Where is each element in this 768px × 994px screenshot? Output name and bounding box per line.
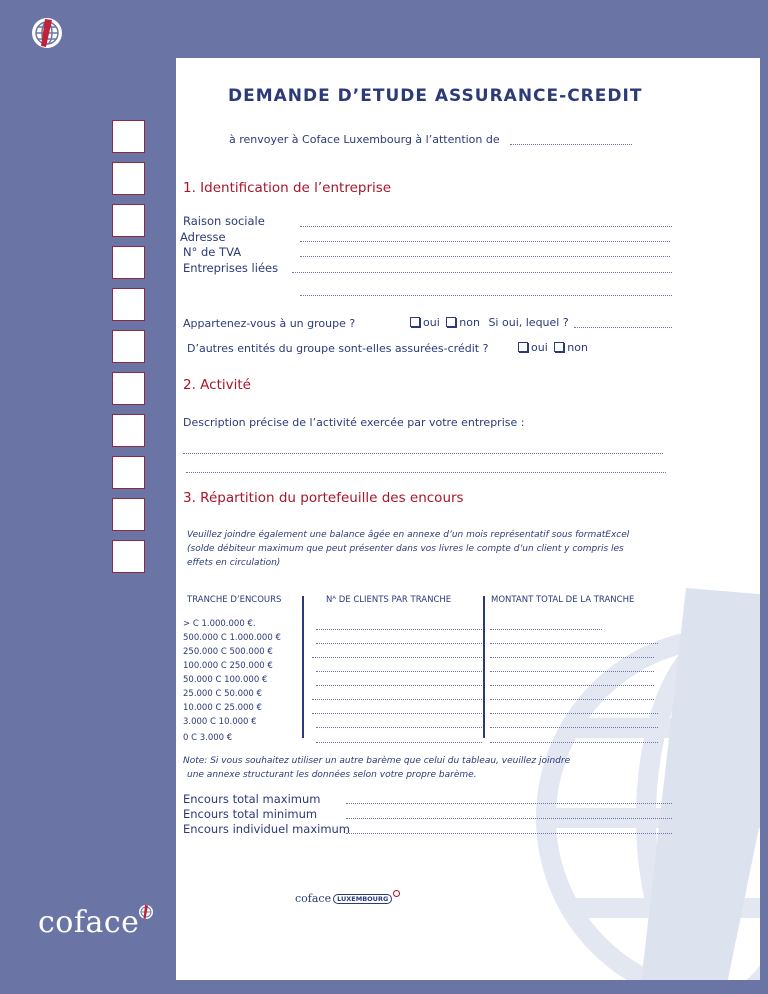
adresse-field[interactable] [300,241,670,242]
montant-field[interactable] [490,657,654,658]
luxembourg-badge: LUXEMBOURG [333,894,392,904]
clients-count-field[interactable] [312,699,482,700]
form-paper [176,58,760,980]
clients-count-field[interactable] [316,643,482,644]
margin-box [112,204,145,237]
encours-total-max-label: Encours total maximum [183,792,321,806]
question-entites: D’autres entités du groupe sont-elles assurées-crédit ? [187,342,489,355]
globe-mini-icon [138,904,154,920]
margin-box [112,246,145,279]
clients-count-field[interactable] [316,629,482,630]
margin-box [112,120,145,153]
tranche-row-label: > C 1.000.000 €. [183,619,256,629]
margin-box [112,498,145,531]
adresse-label: Adresse [180,230,226,244]
groupe-options [410,316,569,329]
left-frame-band [0,0,176,994]
description-field[interactable] [183,453,663,454]
entreprises-liees-field[interactable] [292,272,672,273]
margin-box [112,456,145,489]
margin-box [112,540,145,573]
montant-field[interactable] [490,727,658,728]
instructions-line-3: effets en circulation) [187,558,281,568]
table-divider-2 [483,596,485,738]
oui-checkbox[interactable] [410,317,420,327]
encours-total-min-field[interactable] [346,818,672,819]
tranche-row-label: 10.000 C 25.000 € [183,703,262,713]
non-label: non [459,316,480,329]
oui-checkbox[interactable] [518,342,528,352]
clients-count-field[interactable] [316,742,482,743]
tranche-row-label: 100.000 C 250.000 € [183,661,273,671]
montant-field[interactable] [490,671,654,672]
margin-box [112,162,145,195]
oui-label: oui [531,341,548,354]
tranche-row-label: 0 C 3.000 € [183,733,233,743]
tva-label: N° de TVA [183,245,242,259]
groupe-name-field[interactable] [574,327,672,328]
encours-total-max-field[interactable] [346,803,672,804]
tranche-row-label: 500.000 C 1.000.000 € [183,633,281,643]
montant-field[interactable] [490,629,602,630]
oui-label: oui [423,316,440,329]
encours-total-min-label: Encours total minimum [183,807,318,821]
coface-wordmark: coface [295,892,332,905]
section-identification-heading: 1. Identification de l’entreprise [183,180,392,196]
entreprises-liees-field-2[interactable] [300,295,672,296]
recipient-line: à renvoyer à Coface Luxembourg à l’attention de [229,133,500,146]
encours-indiv-max-field[interactable] [346,833,672,834]
non-label: non [567,341,588,354]
montant-field[interactable] [490,685,654,686]
clients-count-field[interactable] [316,727,482,728]
coface-side-logo: coface [38,905,140,940]
registered-mark-icon [393,890,400,897]
globe-logo-icon [30,16,64,50]
margin-box [112,78,145,111]
montant-field[interactable] [490,742,658,743]
margin-box [112,372,145,405]
note-line-1: Note: Si vous souhaitez utiliser un autre barème que celui du tableau, veuillez joindre [183,756,571,766]
section-activite-heading: 2. Activité [183,377,251,393]
question-groupe: Appartenez-vous à un groupe ? [183,317,356,330]
margin-box [112,414,145,447]
tranche-row-label: 250.000 C 500.000 € [183,647,273,657]
description-field-2[interactable] [186,472,666,473]
tranche-row-label: 25.000 C 50.000 € [183,689,262,699]
col-header-tranche: TRANCHE D’ENCOURS [187,595,282,605]
clients-count-field[interactable] [316,685,482,686]
si-oui-label: Si oui, lequel ? [488,316,569,329]
tranche-row-label: 3.000 C 10.000 € [183,717,257,727]
clients-count-field[interactable] [312,657,482,658]
non-checkbox[interactable] [446,317,456,327]
tva-field[interactable] [300,256,670,257]
section-repartition-heading: 3. Répartition du portefeuille des encours [183,490,464,506]
bottom-frame-band [0,980,768,994]
raison-sociale-field[interactable] [300,226,672,227]
description-label: Description précise de l’activité exercée par votre entreprise : [183,416,525,429]
tranche-row-label: 50.000 C 100.000 € [183,675,268,685]
recipient-field[interactable] [510,144,632,145]
col-header-clients: Nᴬ DE CLIENTS PAR TRANCHE [326,595,452,605]
clients-count-field[interactable] [316,671,482,672]
entites-options [518,341,588,354]
montant-field[interactable] [490,699,654,700]
instructions-line-1: Veuillez joindre également une balance âgée en annexe d’un mois représentatif sous formatExcel [187,530,630,540]
margin-box [112,288,145,321]
montant-field[interactable] [490,713,658,714]
entreprises-liees-label: Entreprises liées [183,261,279,275]
right-frame-band [760,0,768,994]
encours-indiv-max-label: Encours individuel maximum [183,822,351,836]
margin-box [112,330,145,363]
montant-field[interactable] [490,643,658,644]
globe-watermark-icon [516,578,760,980]
col-header-montant: MONTANT TOTAL DE LA TRANCHE [491,595,635,605]
raison-sociale-label: Raison sociale [183,214,265,228]
note-line-2: une annexe structurant les données selon votre propre barème. [187,770,477,780]
clients-count-field[interactable] [312,713,482,714]
table-divider-1 [302,596,304,738]
non-checkbox[interactable] [554,342,564,352]
form-title: DEMANDE D’ETUDE ASSURANCE-CREDIT [228,86,643,106]
instructions-line-2: (solde débiteur maximum que peut présenter dans vos livres le compte d’un client y compris les [187,544,624,554]
coface-luxembourg-logo [295,890,400,904]
